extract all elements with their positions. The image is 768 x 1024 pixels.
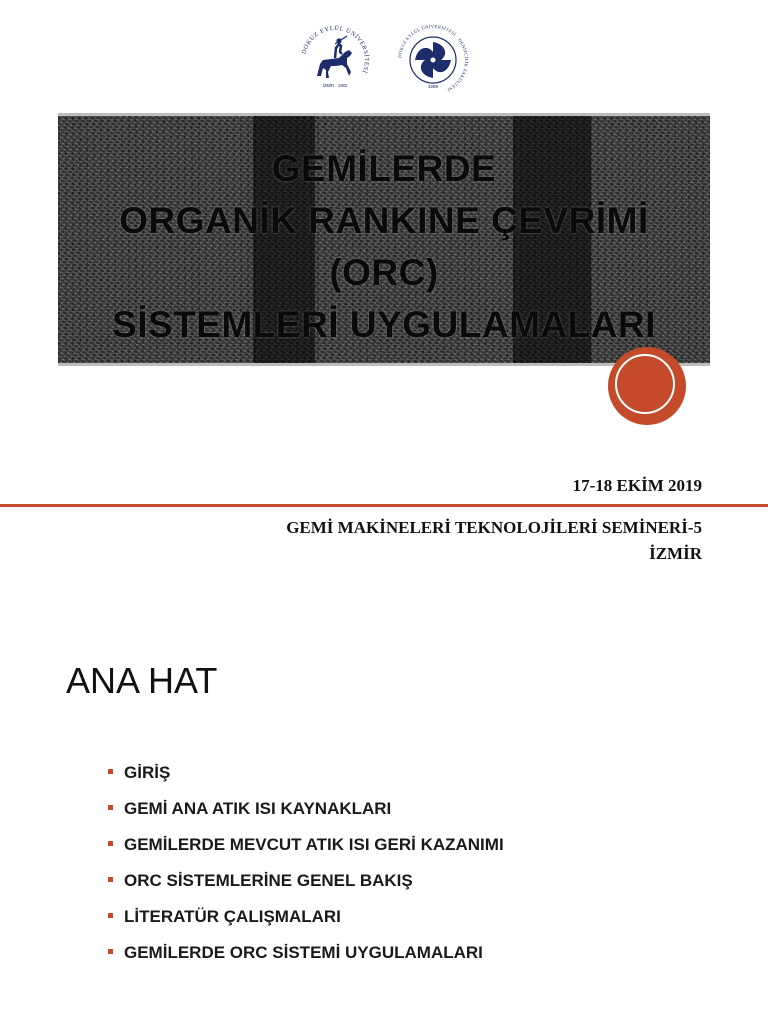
- list-item: [106, 899, 504, 935]
- list-item: [106, 827, 504, 863]
- event-date: 17-18 EKİM 2019: [572, 476, 702, 495]
- list-item-label: GEMİLERDE ORC SİSTEMİ UYGULAMALARI: [124, 943, 483, 962]
- bullet-icon: [108, 913, 113, 918]
- band-top-edge: [58, 113, 710, 116]
- bullet-icon: [108, 769, 113, 774]
- svg-text:DOKUZ EYLÜL ÜNİVERSİTESİ · DEN: DOKUZ EYLÜL ÜNİVERSİTESİ · DENİZCİLİK FAKÜLTESİ: [397, 23, 470, 93]
- title-line-3: (ORC): [329, 252, 439, 293]
- deu-horse-seal-icon: [295, 20, 375, 100]
- svg-text:İZMİR · 1982: İZMİR · 1982: [322, 83, 348, 88]
- list-item-label: ORC SİSTEMLERİNE GENEL BAKIŞ: [124, 871, 413, 890]
- bullet-icon: [108, 949, 113, 954]
- band-bottom-edge: [58, 363, 710, 366]
- outline-slide: [0, 630, 768, 1024]
- bullet-icon: [108, 877, 113, 882]
- logo-row: [0, 20, 768, 100]
- bullet-icon: [108, 841, 113, 846]
- bullet-icon: [108, 805, 113, 810]
- title-band: [58, 113, 710, 366]
- svg-text:DOKUZ EYLÜL ÜNİVERSİTESİ: DOKUZ EYLÜL ÜNİVERSİTESİ: [300, 24, 371, 75]
- title-line-1: GEMİLERDE: [271, 148, 497, 189]
- seminar-info: [286, 515, 702, 567]
- seminar-city: İZMİR: [649, 544, 702, 563]
- maritime-faculty-seal-icon: [393, 20, 473, 100]
- list-item-label: GİRİŞ: [124, 763, 171, 782]
- decorative-circle: [609, 348, 685, 424]
- svg-text:1988: 1988: [427, 84, 439, 89]
- list-item-label: LİTERATÜR ÇALIŞMALARI: [124, 907, 341, 926]
- accent-rule: [0, 504, 768, 507]
- presentation-title: [58, 143, 710, 351]
- title-line-4: SİSTEMLERİ UYGULAMALARI: [112, 304, 656, 345]
- seminar-name: GEMİ MAKİNELERİ TEKNOLOJİLERİ SEMİNERİ-5: [286, 518, 702, 537]
- list-item: [106, 935, 504, 971]
- list-item: [106, 755, 504, 791]
- list-item: [106, 791, 504, 827]
- list-item-label: GEMİ ANA ATIK ISI KAYNAKLARI: [124, 799, 392, 818]
- list-item-label: GEMİLERDE MEVCUT ATIK ISI GERİ KAZANIMI: [124, 835, 504, 854]
- title-line-2: ORGANİK RANKINE ÇEVRİMİ: [119, 200, 649, 241]
- outline-heading: ANA HAT: [66, 660, 218, 701]
- list-item: [106, 863, 504, 899]
- outline-list: [106, 755, 504, 971]
